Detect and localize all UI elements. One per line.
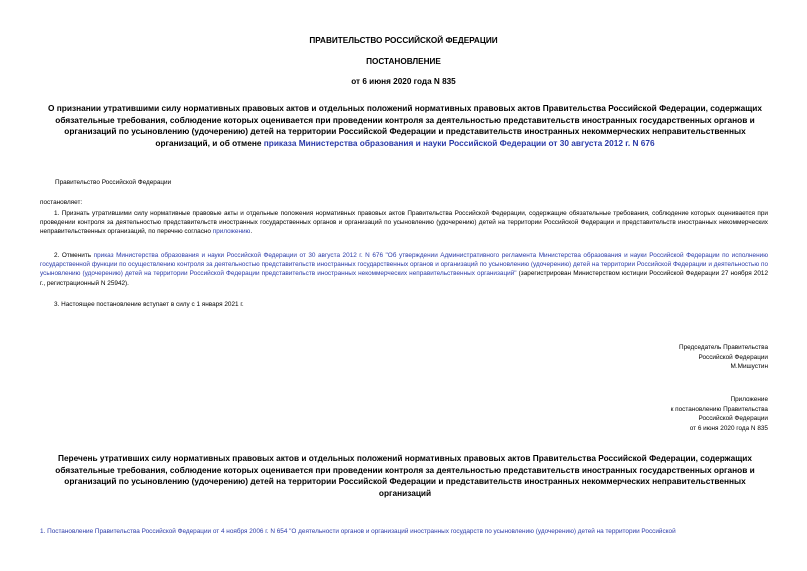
appendix-link[interactable]: приложению: [212, 228, 251, 236]
list-item-1[interactable]: 1. Постановление Правительства Российской Федерации от 4 ноября 2006 г. N 654 "О деятельности органов и организаций иностранных государств по усыновлению (удочерению) детей на территории Российской: [40, 528, 676, 535]
paragraph-1: [40, 209, 768, 237]
signature-line-2: Российской Федерации: [698, 353, 768, 361]
signature-line-3: М.Мишустин: [730, 363, 768, 371]
paragraph-2: [40, 251, 768, 288]
decree-word: постановляет:: [40, 199, 83, 206]
signature-line-1: Председатель Правительства: [679, 344, 768, 351]
appendix-line-2: к постановлению Правительства: [670, 405, 768, 413]
document-type: ПОСТАНОВЛЕНИЕ: [366, 57, 441, 66]
paragraph-1-text: 1. Признать утратившими силу нормативные правовые акты и отдельные положения нормативных правовых актов Правительства Российской Федерации, содержащие обязательные требования, соблюдение которых оценивается при проведении контроля за деятельностью представительств иностранных государственных органов и организаций по усыновлению (удочерению) детей на территории Российской Федерации и представительств иностранных некоммерческих неправительственных организаций, по перечню согласно: [40, 210, 768, 236]
document-date-number: от 6 июня 2020 года N 835: [351, 77, 456, 86]
paragraph-2-prefix: 2. Отменить: [54, 252, 94, 259]
intro-text: Правительство Российской Федерации: [55, 179, 172, 186]
order-676-link[interactable]: приказ Министерства образования и науки Российской Федерации от 30 августа 2012 г. N 676 "Об утверждении Административного регламента Министерства образования и науки Российской Федерации по исполнению государственной функции по осуществлению контроля за деятельностью представительств иностранных государственных органов и организаций по усыновлению (удочерению) детей на территории Российской Федерации и деятельностью по усыновлению (удочерению) детей на территории Российской Федерации представительств иностранных некоммерческих неправительственных организаций": [40, 252, 768, 278]
appendix-line-1: Приложение: [730, 396, 768, 403]
document-title-link[interactable]: приказа Министерства образования и науки Российской Федерации от 30 августа 2012 г. N 676: [263, 137, 655, 148]
appendix-block: [671, 395, 768, 433]
government-heading: ПРАВИТЕЛЬСТВО РОССИЙСКОЙ ФЕДЕРАЦИИ: [309, 36, 498, 45]
appendix-line-4: от 6 июня 2020 года N 835: [689, 424, 768, 432]
appendix-line-3: Российской Федерации: [698, 415, 768, 423]
signature-block: [679, 343, 768, 372]
document-title-text: О признании утратившими силу нормативных правовых актов и отдельных положений нормативных правовых актов Правительства Российской Федерации, содержащих обязательные требования, соблюдение которых оценивается при проведении контроля за деятельностью представительств иностранных государственных органов и организаций по усыновлению (удочерению) детей на территории Российской Федерации и представительств иностранных некоммерческих неправительственных организаций, и об отмене: [48, 103, 762, 148]
paragraph-2-end: (зарегистрирован Министерством юстиции Российской Федерации 27 ноября 2012 г., регистрационный N 25942).: [40, 270, 769, 287]
paragraph-1-end: .: [250, 228, 253, 236]
document-title: [40, 103, 770, 149]
list-title: Перечень утративших силу нормативных правовых актов и отдельных положений нормативных правовых актов Правительства Российской Федерации, содержащих обязательные требования, соблюдение которых оценивается при проведении контроля за деятельностью представительств иностранных государственных органов и организаций по усыновлению (удочерению) детей на территории Российской Федерации и представительств иностранных некоммерческих неправительственных организаций: [55, 453, 755, 498]
paragraph-3: 3. Настоящее постановление вступает в силу с 1 января 2021 г.: [54, 301, 244, 308]
